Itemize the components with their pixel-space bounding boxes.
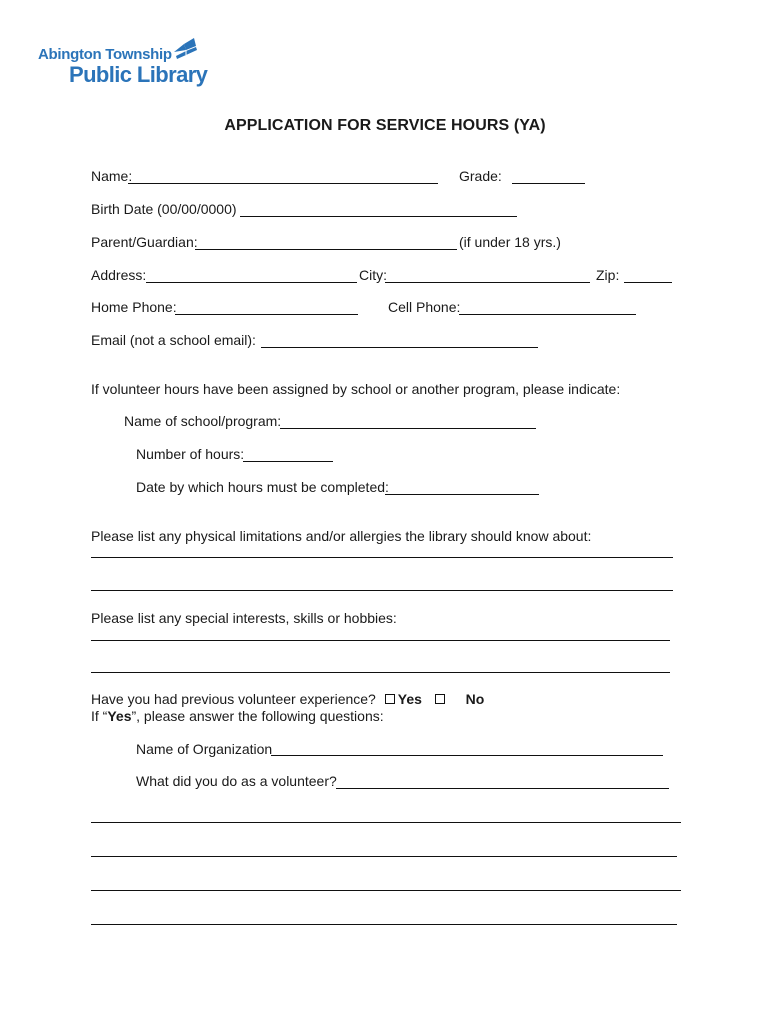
address-field[interactable] bbox=[146, 282, 357, 283]
experience-followup bbox=[91, 708, 384, 724]
organization-label: Name of Organization bbox=[136, 741, 273, 757]
followup-prefix: If “ bbox=[91, 708, 108, 724]
school-name-label: Name of school/program: bbox=[124, 413, 282, 429]
parent-guardian-note: (if under 18 yrs.) bbox=[459, 234, 561, 250]
parent-guardian-field[interactable] bbox=[195, 249, 457, 250]
experience-question: Have you had previous volunteer experience? bbox=[91, 691, 376, 707]
limitations-prompt: Please list any physical limitations and/or allergies the library should know about: bbox=[91, 528, 592, 544]
completion-date-field[interactable] bbox=[385, 494, 539, 495]
address-label: Address: bbox=[91, 267, 147, 283]
email-field[interactable] bbox=[261, 347, 538, 348]
logo-line-1: Abington Township bbox=[38, 46, 172, 63]
interests-line-1[interactable] bbox=[91, 640, 670, 641]
email-label: Email (not a school email): bbox=[91, 332, 256, 348]
zip-field[interactable] bbox=[624, 282, 672, 283]
organization-field[interactable] bbox=[271, 755, 663, 756]
followup-yes: Yes bbox=[107, 708, 132, 724]
city-label: City: bbox=[359, 267, 387, 283]
school-intro: If volunteer hours have been assigned by school or another program, please indicate: bbox=[91, 381, 621, 397]
volunteer-role-field[interactable] bbox=[336, 788, 669, 789]
no-option-label: No bbox=[465, 691, 485, 707]
grade-label: Grade: bbox=[459, 168, 502, 184]
school-name-field[interactable] bbox=[280, 428, 536, 429]
interests-prompt: Please list any special interests, skills or hobbies: bbox=[91, 610, 397, 626]
answer-line-2[interactable] bbox=[91, 856, 677, 857]
answer-line-3[interactable] bbox=[91, 890, 681, 891]
home-phone-label: Home Phone: bbox=[91, 299, 177, 315]
yes-checkbox[interactable] bbox=[385, 694, 395, 704]
parent-guardian-label: Parent/Guardian: bbox=[91, 234, 198, 250]
library-logo bbox=[38, 40, 228, 90]
cell-phone-field[interactable] bbox=[459, 314, 636, 315]
completion-date-label: Date by which hours must be completed: bbox=[136, 479, 389, 495]
birth-date-label: Birth Date (00/00/0000) bbox=[91, 201, 237, 217]
birth-date-field[interactable] bbox=[240, 216, 517, 217]
open-book-icon bbox=[170, 38, 200, 64]
limitations-line-2[interactable] bbox=[91, 590, 673, 591]
hours-field[interactable] bbox=[243, 461, 333, 462]
experience-question-row bbox=[91, 691, 484, 707]
volunteer-role-label: What did you do as a volunteer? bbox=[136, 773, 337, 789]
form-title: APPLICATION FOR SERVICE HOURS (YA) bbox=[224, 117, 546, 134]
hours-label: Number of hours: bbox=[136, 446, 245, 462]
interests-line-2[interactable] bbox=[91, 672, 670, 673]
answer-line-1[interactable] bbox=[91, 822, 681, 823]
cell-phone-label: Cell Phone: bbox=[388, 299, 461, 315]
limitations-line-1[interactable] bbox=[91, 557, 673, 558]
answer-line-4[interactable] bbox=[91, 924, 677, 925]
name-field[interactable] bbox=[128, 183, 438, 184]
yes-option-label: Yes bbox=[397, 691, 422, 707]
zip-label: Zip: bbox=[596, 267, 620, 283]
name-label: Name: bbox=[91, 168, 133, 184]
no-checkbox[interactable] bbox=[435, 694, 445, 704]
logo-line-2: Public Library bbox=[69, 62, 208, 87]
city-field[interactable] bbox=[385, 282, 590, 283]
followup-suffix: ”, please answer the following questions: bbox=[131, 708, 384, 724]
grade-field[interactable] bbox=[512, 183, 585, 184]
home-phone-field[interactable] bbox=[175, 314, 358, 315]
